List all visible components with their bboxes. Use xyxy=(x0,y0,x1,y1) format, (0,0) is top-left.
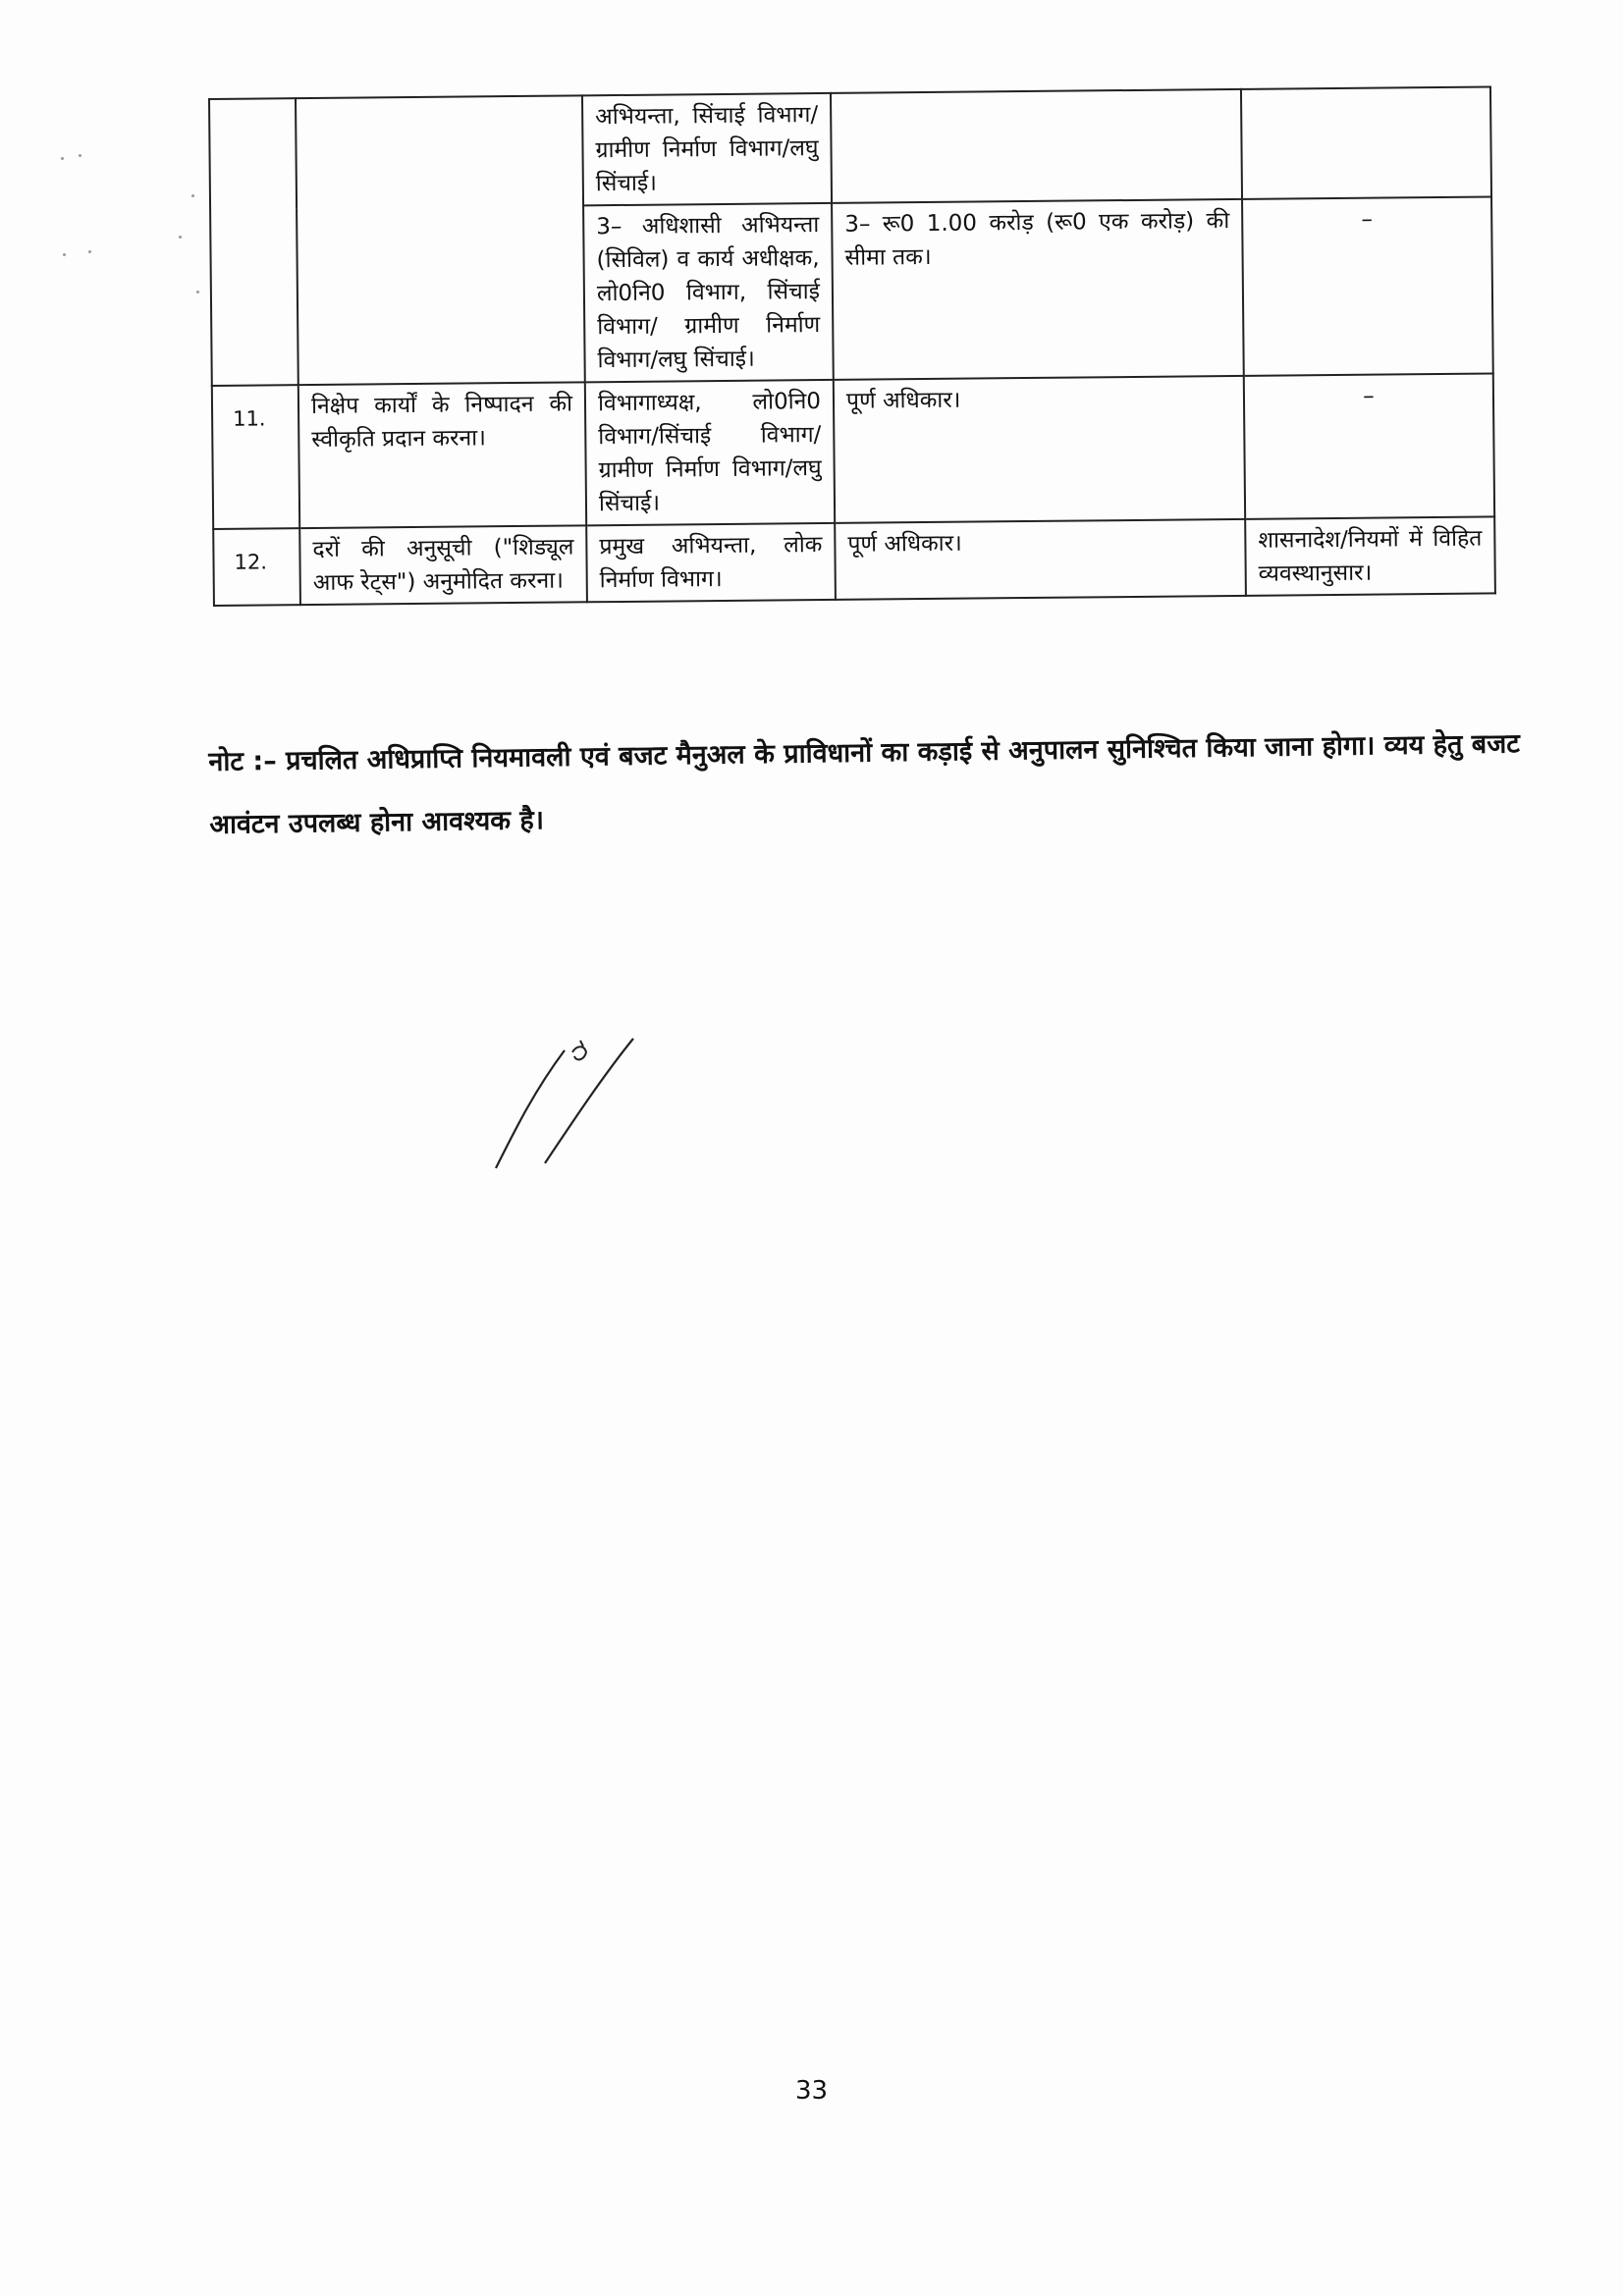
signature-mark xyxy=(486,1031,682,1178)
limit-cell: 3– रू0 1.00 करोड़ (रू0 एक करोड़) की सीमा तक। xyxy=(832,199,1244,380)
serial-number: 12. xyxy=(234,550,268,574)
serial-cell xyxy=(213,528,300,606)
scan-speck xyxy=(191,194,194,197)
note-paragraph: नोट :– प्रचलित अधिप्राप्ति नियमावली एवं बजट मैनुअल के प्राविधानों का कड़ाई से अनुपालन सुनिश्चित किया जाना होगा। व्यय हेतु बजट आवंटन उपलब्ध होना आवश्यक है। xyxy=(208,728,1521,840)
scan-speck xyxy=(79,154,81,157)
remark-cell xyxy=(1241,86,1491,198)
work-cell xyxy=(296,95,585,385)
scan-speck xyxy=(63,253,66,256)
table-row xyxy=(212,373,1494,529)
serial-cell xyxy=(212,385,299,529)
table-row xyxy=(209,86,1491,209)
serial-number: 11. xyxy=(233,406,266,431)
serial-cell xyxy=(209,98,298,386)
limit-cell: पूर्ण अधिकार। xyxy=(834,376,1245,523)
authority-cell: विभागाध्यक्ष, लो0नि0 विभाग/सिंचाई विभाग/ ग्रामीण निर्माण विभाग/लघु सिंचाई। xyxy=(585,380,835,525)
scan-speck xyxy=(61,157,64,160)
remark-cell: – xyxy=(1242,196,1493,375)
scan-speck xyxy=(179,236,182,239)
delegation-table-wrapper xyxy=(208,85,1494,607)
scan-speck xyxy=(196,291,199,294)
authority-cell: 3– अधिशासी अभियन्ता (सिविल) व कार्य अधीक्षक, लो0नि0 विभाग, सिंचाई विभाग/ ग्रामीण निर्माण विभाग/लघु सिंचाई। xyxy=(583,203,834,382)
work-cell: दरों की अनुसूची ("शिड्यूल आफ रेट्स") अनुमोदित करना। xyxy=(299,525,587,605)
scan-speck xyxy=(88,250,91,253)
page-number: 33 xyxy=(794,2076,829,2106)
remark-cell: शासनादेश/नियमों में विहित व्यवस्थानुसार। xyxy=(1245,516,1495,595)
authority-cell: अभियन्ता, सिंचाई विभाग/ ग्रामीण निर्माण विभाग/लघु सिंचाई। xyxy=(582,93,832,205)
limit-cell: पूर्ण अधिकार। xyxy=(835,519,1246,600)
work-cell: निक्षेप कार्यों के निष्पादन की स्वीकृति प्रदान करना। xyxy=(298,382,586,528)
delegation-table xyxy=(208,85,1496,607)
remark-cell: – xyxy=(1244,373,1494,518)
limit-cell xyxy=(831,89,1242,203)
authority-cell: प्रमुख अभियन्ता, लोक निर्माण विभाग। xyxy=(586,523,836,602)
table-row xyxy=(213,516,1495,606)
